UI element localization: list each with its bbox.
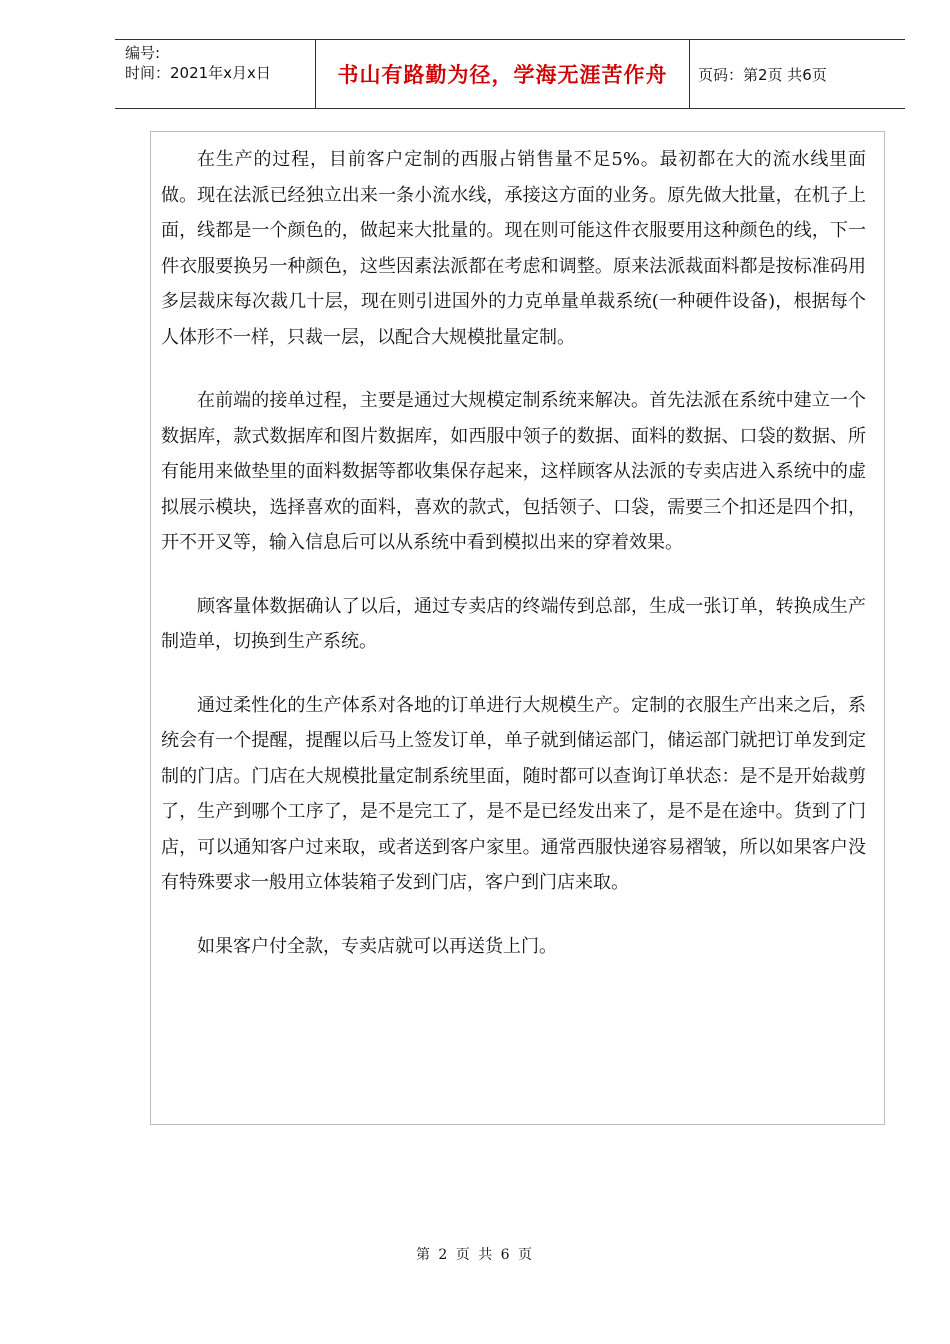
body-paragraph: 如果客户付全款，专卖店就可以再送货上门。 xyxy=(197,935,557,957)
header-motto-cell xyxy=(316,40,690,108)
page-footer: 第 2 页 共 6 页 xyxy=(415,1247,535,1263)
body-paragraph: 通过柔性化的生产体系对各地的订单进行大规模生产。定制的衣服生产出来之后，系统会有一个提醒，提醒以后马上签发订单，单子就到储运部门，储运部门就把订单发到定制的门店。门店在大规模批量定制系统里面，随时都可以查询订单状态：是不是开始裁剪了，生产到哪个工序了，是不是完工了，是不是已经发出来了，是不是在途中。货到了门店，可以通知客户过来取，或者送到客户家里。通常西服快递容易褶皱，所以如果客户没有特殊要求一般用立体装箱子发到门店，客户到门店来取。 xyxy=(161,694,866,893)
body-paragraph: 在前端的接单过程，主要是通过大规模定制系统来解决。首先法派在系统中建立一个数据库，款式数据库和图片数据库，如西服中领子的数据、面料的数据、口袋的数据、所有能用来做垫里的面料数据等都收集保存起来，这样顾客从法派的专卖店进入系统中的虚拟展示模块，选择喜欢的面料，喜欢的款式，包括领子、口袋，需要三个扣还是四个扣，开不开叉等，输入信息后可以从系统中看到模拟出来的穿着效果。 xyxy=(161,390,866,553)
header-meta-cell xyxy=(115,40,316,108)
document-number-label: 编号: xyxy=(125,44,161,62)
body-paragraph: 在生产的过程，目前客户定制的西服占销售量不足5%。最初都在大的流水线里面做。现在法派已经独立出来一条小流水线，承接这方面的业务。原先做大批量，在机子上面，线都是一个颜色的，做起来大批量的。现在则可能这件衣服要用这种颜色的线，下一件衣服要换另一种颜色，这些因素法派都在考虑和调整。原来法派裁面料都是按标准码用多层裁床每次裁几十层，现在则引进国外的力克单量单裁系统(一种硬件设备)，根据每个人体形不一样，只裁一层，以配合大规模批量定制。 xyxy=(161,149,866,348)
header-motto: 书山有路勤为径，学海无涯苦作舟 xyxy=(337,63,668,87)
header-page-info: 页码：第2页 共6页 xyxy=(698,65,827,84)
document-time-label: 时间：2021年x月x日 xyxy=(125,64,271,82)
body-paragraph: 顾客量体数据确认了以后，通过专卖店的终端传到总部，生成一张订单，转换成生产制造单，切换到生产系统。 xyxy=(161,595,866,652)
page-header xyxy=(115,39,905,109)
header-page-cell xyxy=(690,40,905,108)
content-box xyxy=(150,131,885,1125)
